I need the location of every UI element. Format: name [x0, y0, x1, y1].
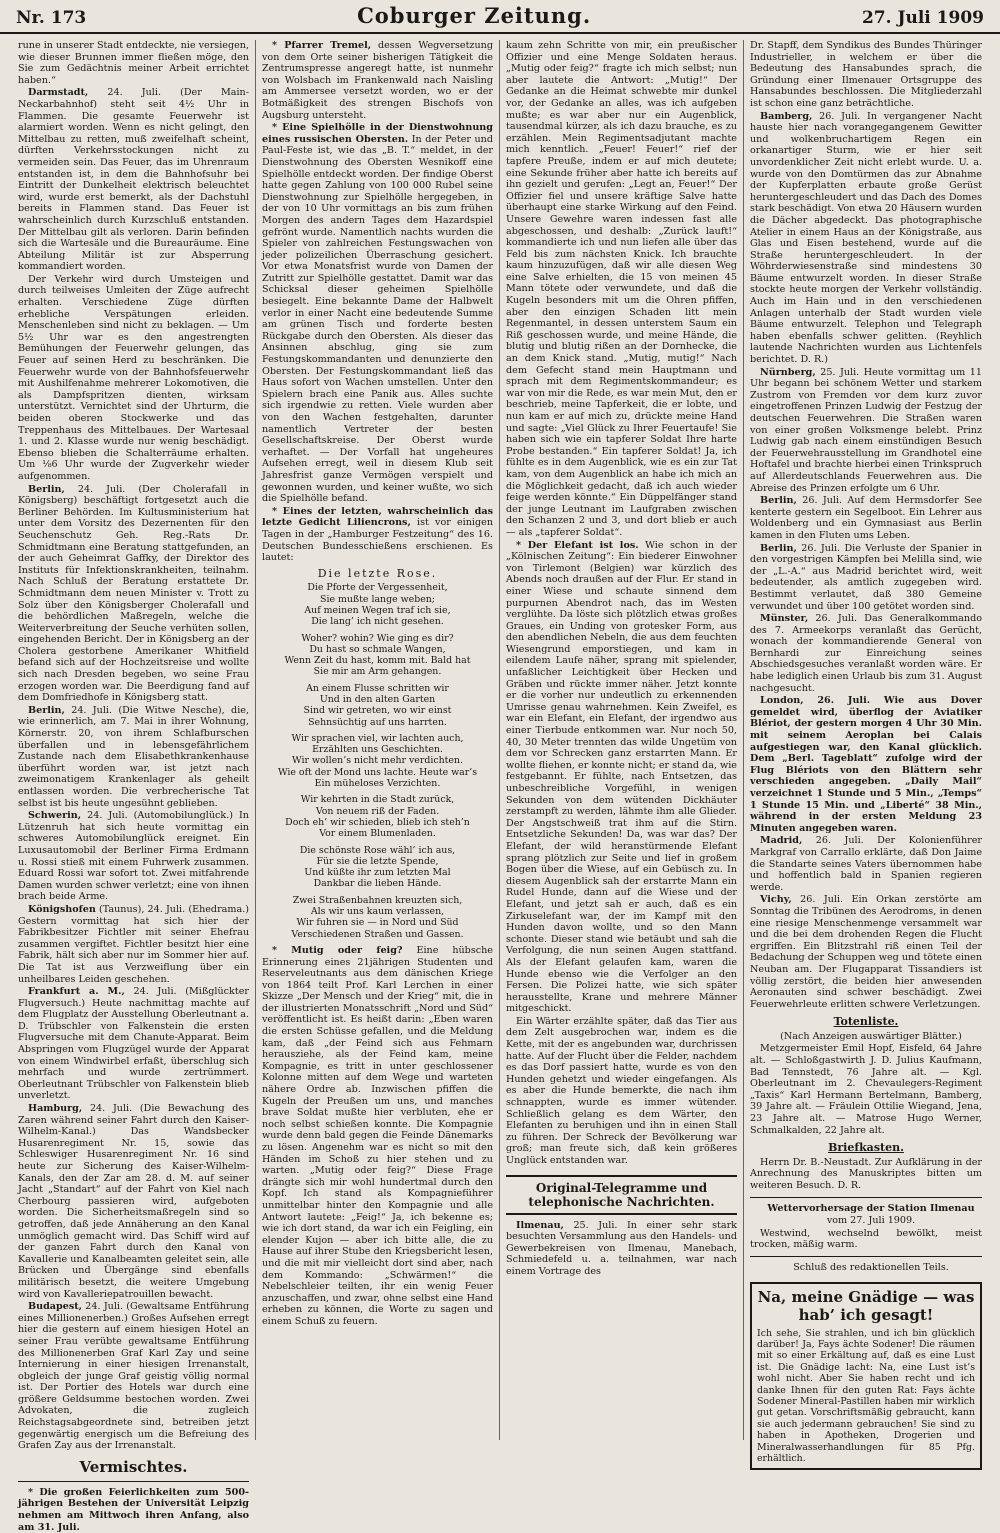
article-headline: * Eine Spielhölle in der Dienstwohnung eines russischen Obersten.	[262, 122, 493, 145]
article-text: 25. Juli. Heute vormittag um 11 Uhr begann bei schönem Wetter und starkem Zustrom von Fremden vor dem kurz zuvor eingetroffenen Prinzen Ludwig der Festzug der deutschen Feuerwehren. Die Straßen waren von einer großen Volksmenge belebt. Prinz Ludwig gab nach einem einstündigen Besuch der Feuerwehrausstellung im Grandhotel eine Hoftafel und brachte hierbei einen Trinkspruch auf Allerdeutschlands Feuerwehren aus. Die Abreise des Prinzen erfolgte um 6 Uhr.	[750, 366, 982, 494]
article-dateline: Königshofen	[28, 903, 96, 915]
issue-date: 27. Juli 1909	[861, 8, 984, 28]
section-heading-telegramme: Original-Telegramme und telephonische Nachrichten.	[506, 1175, 737, 1215]
poem-stanza: Wir kehrten in die Stadt zurück, Von neuem riß der Faden. Doch eh’ wir schieden, blieb ich steh’n Vor einem Blumenladen.	[285, 794, 470, 840]
article-tremel	[262, 40, 493, 121]
poem	[262, 582, 493, 940]
totenliste-subtitle: (Nach Anzeigen auswärtiger Blätter.)	[780, 1030, 962, 1042]
section-heading-vermischtes: Vermischtes.	[79, 1457, 188, 1476]
article-dateline: Berlin,	[760, 495, 797, 507]
article-text: dessen Wegversetzung von dem Orte seiner bisherigen Tätigkeit die Zentrumspresse angeregt hatte, ist nunmehr von Wolsbach im Frankenwald nach Naisling am Ammersee versetzt worden, wo er der Botmäßigkeit des strengen Bischofs von Augsburg untersteht.	[262, 40, 493, 121]
article-berlin-cholera	[18, 484, 249, 704]
article-dateline: Nürnberg,	[760, 366, 816, 378]
poem-stanza: Woher? wohin? Wie ging es dir? Du hast so schmale Wangen, Wenn Zeit du hast, komm mit. Bald hat Sie mir am Arm gehangen.	[284, 632, 471, 678]
end-of-editorial: Schluß des redaktionellen Teils.	[793, 1261, 949, 1273]
article-dateline: Madrid,	[760, 835, 803, 847]
article-dateline: Vichy,	[760, 894, 792, 906]
masthead	[0, 0, 1000, 34]
article-frankfurt	[18, 986, 249, 1102]
article-text: 24. Juli. (Die Witwe Nesche), die, wie erinnerlich, am 7. Mai in ihrer Wohnung, Körnerstr. 20, von ihrem Schlafburschen überfallen und in lebensgefährlichem Zustande nach dem Elisabethkrankenhause überführt worden war, ist jetzt nach zweimonatigem Krankenlager als geheilt entlassen worden. Die verbrecherische Tat selbst ist bis heute ungesühnt geblieben.	[18, 704, 249, 809]
divider	[18, 1481, 249, 1482]
article-text: 26. Juli. Das Generalkommando des 7. Armeekorps veranlaßt das Gerücht, wonach der kommandierende General von Bernhardi zur Einreichung seines Abschiedsgesuches veranlaßt worden wäre. Er habe lediglich einen Urlaub bis zum 31. August nachgesucht.	[750, 613, 982, 694]
weather-text: Westwind, wechselnd bewölkt, meist trocken, mäßig warm.	[750, 1227, 982, 1251]
newspaper-title: Coburger Zeitung.	[357, 3, 592, 28]
briefkasten-text: Herrn Dr. B.-Neustadt. Zur Aufklärung in der Anrechnung des Manuskriptes bitten um weiteren Besuch. D. R.	[750, 1156, 982, 1191]
poem-stanza: Zwei Straßenbahnen kreuzten sich, Als wir uns kaum verlassen, Wir fuhren sie — in Nord und Süd Verschiedenen Straßen und Gassen.	[291, 894, 464, 940]
poem-stanza: Die schönste Rose wähl’ ich aus, Für sie die letzte Spende, Und küßte ihr zum letzten Mal Dankbar die lieben Hände.	[299, 844, 456, 890]
article-elefant	[506, 540, 737, 1015]
article-text: rune in unserer Stadt entdeckte, nie versiegen, wie dieser Brunnen immer fließen möge, den Sie zum Gedächtnis meiner Arbeit errichtet haben.“	[18, 40, 249, 86]
article-text: 24. Juli. (Der Main-Neckarbahnhof) steht seit 4½ Uhr in Flammen. Die gesamte Feuerwehr ist alarmiert worden. Wenn es nicht gelingt, den Mittelbau zu retten, muß zweifelhaft scheint, dürften Verkehrsstockungen nicht zu vermeiden sein. Das Feuer, das im Uhrenraum entstanden ist, in dem die Bahnhofsuhr bei Eintritt der Dunkelheit elektrisch beleuchtet wird, wurde erst bemerkt, als der Dachstuhl bereits in Flammen stand. Das Feuer ist wahrscheinlich durch Kurzschluß entstanden. Der Mittelbau gilt als verloren. Darin befinden sich die Wartesäle und die Bureauräume. Eine Abteilung Militär ist zur Absperrung kommandiert worden.	[18, 87, 249, 273]
article-headline: * Pfarrer Tremel,	[272, 40, 372, 51]
article-dateline: Hamburg,	[28, 1103, 83, 1115]
ad-title: Na, meine Gnädige — was hab’ ich gesagt!	[757, 1287, 975, 1324]
article-dateline: Berlin,	[760, 542, 797, 554]
article-text: Der Verkehr wird durch Umsteigen und durch teilweises Umleiten der Züge aufrecht erhalten. Verschiedene Züge dürften erhebliche Verspätungen erleiden. Menschenleben sind nicht zu beklagen. — Um 5½ Uhr war es den angestrengten Bemühungen der Feuerwehr gelungen, das Feuer auf seinen Herd zu beschränken. Die Feuerwehr wurde von der Bahnhofsfeuerwehr mit Aushilfenahme mehrerer Lokomotiven, die als Dampfspritzen dienten, wirksam unterstützt. Vernichtet sind der Uhrturm, die beiden oberen Stockwerke und das Treppenhaus des Mittelbaues. Der Wartesaal 1. und 2. Klasse wurde nur wenig beschädigt. Ebenso blieben die Schalterräume erhalten. Um ⅛6 Uhr wurde der Zugverkehr wieder aufgenommen.	[18, 273, 249, 482]
poem-stanza: Die Pforte der Vergessenheit, Sie mußte lange weben; Auf meinen Wegen traf ich sie, Die lang’ ich nicht gesehen.	[304, 582, 451, 628]
article-text: 26. Juli. Auf dem Hermsdorfer See kenterte gestern ein Segelboot. Ein Lehrer aus Woldenberg und ein Gymnasiast aus Berlin kamen in den Fluten ums Leben.	[750, 495, 982, 541]
article-headline: * Der Elefant ist los.	[516, 539, 639, 551]
ad-text: Ich sehe, Sie strahlen, und ich bin glücklich darüber! Ja, Fays ächte Sodener! Die räumen mit so einer Erkältung auf, daß es eine Lust ist. Die Gnädige lacht: Na, eine Lust ist’s wohl nicht. Aber Sie haben recht und ich danke Ihnen für den guten Rat: Fays ächte Sodener Mineral-Pastillen haben mir wirklich gut getan. Vorschriftsmäßig gebraucht, kann sie auch jedermann gebrauchen! Sie sind zu haben in Apotheken, Drogerien und Mineralwasserhandlungen für 85 Pfg. erhältlich.	[757, 1327, 975, 1465]
article-dateline: Berlin,	[28, 704, 65, 716]
poem-title: Die letzte Rose.	[317, 566, 438, 580]
article-text: 26. Juli. Die Verluste der Spanier in den vorgestrigen Kämpfen bei Melilla sind, wie der „L.-A.“ aus Madrid berichtet wird, weit bedeutender, als amtlich zugegeben wird. Bestimmt verlautet, daß 380 Gemeine verwundet und über 100 getötet worden sind.	[750, 542, 982, 612]
article-dateline: Frankfurt a. M.,	[28, 986, 125, 998]
article-schwerin	[18, 810, 249, 903]
poem-stanza: An einem Flusse schritten wir Und in den alten Garten Sind wir getreten, wo wir einst Sehnsüchtig auf uns harrten.	[303, 682, 452, 728]
article-spielhoelle	[262, 122, 493, 505]
weather-heading: Wettervorhersage der Station Ilmenau	[767, 1202, 975, 1214]
totenliste-text: Metzgermeister Emil Hopf, Eisfeld, 64 Jahre alt. — Schloßgastwirth J. D. Julius Kaufmann, Bad Tennstedt, 76 Jahre alt. — Kgl. Oberleutnant im 2. Chevaulegers-Regiment „Taxis“ Karl Hermann Bertelmann, Bamberg, 39 Jahre alt. — Fräulein Ottilie Wiegand, Jena, 23 Jahre alt. — Matrose Hugo Werner, Schmalkalden, 22 Jahre alt.	[750, 1043, 982, 1136]
article-mutig-oder-feig	[262, 945, 493, 1328]
poem-stanza: Wir sprachen viel, wir lachten auch, Erzählten uns Geschichten. Wir wollen’s nicht mehr verdichten. Wie oft der Mond uns lachte. Heute war’s Ein müheloses Verzichten.	[277, 732, 478, 790]
article-bamberg	[750, 111, 982, 366]
article-berlin-witwe	[18, 705, 249, 809]
article-text: 26. Juli. Der Kolonienführer Markgraf von Carrallo erklärte, daß Don Jaime die Standarte seines Vaters übernommen habe und hoffentlich bald in Spanien regieren werde.	[750, 835, 982, 893]
article-ilmenau	[506, 1220, 737, 1278]
article-text: 25. Juli. In einer sehr stark besuchten Versammlung aus den Handels- und Gewerbekreisen von Ilmenau, Manebach, Schmiedefeld u. a. teilnahmen, war nach einem Vortrage des	[506, 1219, 737, 1277]
article-text: 24. Juli. (Mißglückter Flugversuch.) Heute nachmittag machte auf dem Flugplatz der Ausstellung Oberleutnant a. D. Trübschler von Falkenstein die ersten Flugversuche mit dem Chanute-Apparat. Beim Abspringen vom Flugzügel wurde der Apparat von einem Windwirbel erfaßt, überschlug sich mehrfach und wurde zertrümmert. Oberleutnant Trübschler von Falkenstein blieb unverletzt.	[18, 986, 249, 1102]
article-muenster	[750, 613, 982, 694]
advertisement-sodener	[750, 1282, 982, 1471]
article-liliencron	[262, 506, 493, 564]
article-london-bleriot: London, 26. Juli. Wie aus Dover gemeldet wird, überflog der Aviatiker Blériot, der gestern morgen 4 Uhr 30 Min. mit seinem Aeroplan bei Calais aufgestiegen war, den Kanal glücklich. Dem „Berl. Tageblatt“ zufolge wird der Flug Blériots von den Blättern sehr verschieden angegeben. „Daily Mail“ verzeichnet 1 Stunde und 5 Min., „Temps“ 1 Stunde 15 Min. und „Liberté“ 38 Min., während in der ersten Meldung 23 Minuten angegeben waren.	[750, 695, 982, 834]
article-vichy	[750, 894, 982, 1010]
article-dateline: Budapest,	[28, 1301, 82, 1313]
article-nuernberg	[750, 367, 982, 495]
article-text: In der Peter und Paul-Feste ist, wie das „B. T.“ meldet, in der Dienstwohnung des Obersten Wesnikoff eine Spielhölle entdeckt worden. Der findige Oberst hatte gegen Zahlung von 100 000 Rubel seine Dienstwohnung zur Spielhölle hergegeben, in der von 10 Uhr vormittags an bis zum frühen Morgen des andern Tages dem Hazardspiel gefrönt wurde. Namentlich nachts wurden die Spieler von zahlreichen Festungswachen von jeder polizeilichen Überraschung gesichert. Vor etwa Monatsfrist wurde von Damen der Zutritt zur Spielhölle gestattet. Damit war das Schicksal dieser geheimen Spielhölle besiegelt. Eine bekannte Dame der Halbwelt verlor in einer Nacht eine bedeutende Summe am grünen Tisch und forderte besten Rückgabe durch den Obersten. Als dieser das Ansinnen abschlug, ging sie zum Festungskommandanten und denunzierte den Obersten. Der Festungskommandant ließ das Haus sofort von Wachen umstellen. Unter den Spielern brach eine Panik aus. Alles suchte sich irgendwie zu retten. Viele wurden aber von den Wachen festgehalten, darunter namentlich Vertreter der besten Gesellschaftskreise. Der Oberst wurde verhaftet. — Der Vorfall hat ungeheures Aufsehen erregt, weil in diesem Klub seit Jahresfrist ganze Vermögen verspielt und gewonnen wurden, und keiner wußte, wo sich die Spielhölle befand.	[262, 133, 493, 505]
article-text: 24. Juli. (Die Bewachung des Zaren während seiner Fahrt durch den Kaiser-Wilhelm-Kanal.) Das Wandsbecker Husarenregiment Nr. 15, sowie das Schleswiger Husarenregiment Nr. 16 sind heute zur Sicherung des Kaiser-Wilhelm-Kanals, den der Zar am 28. d. M. auf seiner Jacht „Standart“ auf der Fahrt von Kiel nach Cherbourg passieren wird, aufgeboten worden. Die Sicherheitsmaßregeln sind so getroffen, daß jede Annäherung an den Kanal unmöglich gemacht wird. Das Schiff wird auf der ganzen Fahrt durch den Kanal von Kavallerie und Kanalbeamten geleitet sein, alle Brücken und Übergänge sind ebenfalls militärisch besetzt, die weitere Umgebung wird von Kavalleriepatrouillen bewacht.	[18, 1103, 249, 1300]
article-text: 26. Juli. Ein Orkan zerstörte am Sonntag die Tribünen des Aerodroms, in denen eine riesige Menschenmenge versammelt war und die bei dem drohenden Regen die Flucht ergriffen. Ein Blitzstrahl riß einen Teil der Bedachung der Schuppen weg und tötete einen Neuban am. Der Flugapparat Tissandiers ist völlig zerstört, die beiden hier anwesenden Aeronauten sind schwer beschädigt. Zwei Feuerwehrleute erlitten schwere Verletzungen.	[750, 894, 982, 1010]
column-3	[500, 40, 744, 1440]
article-text: (Taunus), 24. Juli. (Ehedrama.) Gestern vormittag hat sich hier der Fabrikbesitzer Fichtler mit seiner Ehefrau zusammen vergiftet. Fichtler besitzt hier eine Fabrik, hält sich aber nur im Sommer hier auf. Die Tat ist aus Verzweiflung über ein unheilbares Leiden geschehen.	[18, 903, 249, 985]
article-headline: * Eines der letzten, wahrscheinlich das letzte Gedicht Liliencrons,	[262, 505, 493, 529]
section-heading-totenliste: Totenliste.	[833, 1015, 899, 1029]
article-dateline: Berlin,	[28, 483, 65, 495]
column-1	[12, 40, 256, 1533]
article-headline: * Mutig oder feig?	[272, 944, 403, 956]
column-4	[744, 40, 988, 1465]
article-text: 24. Juli. (Gewaltsame Entführung eines Millionenerben.) Großes Aufsehen erregt hier die gestern auf einem hiesigen Hotel an seiner Frau verübte gewaltsame Entführung des Millionenerben Graf Karl Zay und seine Internierung in einer hiesigen Irrenanstalt, obgleich der junge Graf geistig völlig normal ist. Der Portier des Hotels war durch eine größere Geldsumme bestochen worden. Zwei Advokaten, die zugleich Reichstagsabgeordnete sind, betreiben jetzt gegenwärtig energisch um die Befreiung des Grafen Zay aus der Irrenanstalt.	[18, 1301, 249, 1452]
article-dateline: Ilmenau,	[516, 1219, 564, 1231]
article-text: 24. Juli. (Der Cholerafall in Königsberg) beschäftigt fortgesetzt auch die Berliner Behörden. Im Kultusministerium hat unter dem Vorsitz des Dezernenten für den Seuchenschutz Geh. Reg.-Rats Dr. Schmidtmann eine Beratung stattgefunden, an der auch Geheimrat Gaffky, der Direktor des Instituts für Infektionskrankheiten, teilnahm. Nach Schluß der Beratung erstattete Dr. Schmidtmann dem neuen Minister v. Trott zu Solz über den Königsberger Cholerafall und die behördlichen Maßregeln, welche die Weiterverbreitung der Seuche verhüten sollen, eingehenden Bericht. Der in Königsberg an der Cholera gestorbene Amerikaner Whitfield befand sich auf der Hochzeitsreise und wollte sich nach Dresden begeben, wo seine Frau erzogen worden war. Die Beerdigung fand auf dem Domfriedhofe in Königsberg statt.	[18, 483, 249, 704]
issue-number: Nr. 173	[16, 8, 87, 28]
article-text: Eine hübsche Erinnerung eines 21jährigen Studenten und Reserveleutnants aus dem dänischen Kriege von 1864 teilt Prof. Karl Lerchen in einer Skizze „Der Mensch und der Krieg“ mit, die in der illustrierten Monatsschrift „Nord und Süd“ veröffentlicht ist. Es heißt darin: „Eben waren die ersten Schüsse gefallen, und die Meldung kam, daß „der Feind sich aus Fehmarn herausziehe, als der Feind kam, meine Kompagnie, es tritt in unter geschlossener Kolonne mitten auf dem Wege und warteten nähere Ordre ab. Inzwischen pfiffen die Kugeln der Preußen um uns, und manches brave Soldat mußte hier verbluten, ehe er noch selbst schießen konnte. Die Kompagnie wurde denn bald gegen die Feinde Dänemarks zu lösen. Angenehm war es nicht so mit den Händen im Schoß zu hier stehen und zu warten. „Mutig oder feig?“ Diese Frage drängte sich mir wohl hundertmal durch den Kopf. Ich stand als Kompagnieführer unmittelbar hinter den Kompagnie und alle Antwort lautete: „Feig!“ Ja, ich bekenne es; wie ich dort stand, da war ich ein Feigling, ein elender Kujon — aber ich bitte alle, die zu Hause auf ihrer Stube den Kriegsbericht lesen, und die mit mir vielleicht dort sind aber, nach dem Kommando: „Schwärmen!“ die Nebelschleier teilten, ihr ein wenig Feuer anzuschaffen, und zwar, ohne selbst eine Hand erheben zu können, die Worte zu sagen und einem Schuß zu feuern.	[262, 944, 493, 1327]
article-darmstadt	[18, 87, 249, 273]
article-madrid	[750, 835, 982, 893]
article-dateline: Bamberg,	[760, 110, 813, 122]
article-text: Ein Wärter erzählte später, daß das Tier aus dem Zelt ausgebrochen war, indem es die Kette, mit der es angebunden war, durchrissen hatte. Auf der Flucht über die Felder, nachdem es das Dorf passiert hatte, wurde es von den Hunden gehetzt und wieder eingefangen. Als es aber die Hunde bemerkte, die nach ihm schnappten, wurde es immer wütender. Schließlich gelang es dem Wärter, den Elefanten zu beruhigen und ihn in einen Stall zu führen. Der Schreck der Bevölkerung war groß; man freute sich, daß kein größeres Unglück entstanden war.	[506, 1015, 737, 1166]
article-text: ist vor einigen Tagen in der „Hamburger Festzeitung“ des 16. Deutschen Bundesschießens erschienen. Es lautet:	[262, 517, 493, 564]
article-leipzig: * Die großen Feierlichkeiten zum 500-jährigen Bestehen der Universität Leipzig nehmen am Mittwoch ihren Anfang, also am 31. Juli.	[18, 1486, 249, 1533]
article-text: kaum zehn Schritte von mir, ein preußischer Offizier und eine Menge Soldaten heraus. „Mutig oder feig?“ fragte ich mich selbst; nun aber lautete die Antwort: „Mutig!“ Der Gedanke an die Heimat schwebte mir dunkel vor, der Gedanke an alles, was ich aufgeben mußte; es war aber nur ein Augenblick, tausendmal kürzer, als ich dazu brauche, es zu erzählen. Mein Regimentsadjutant machte mich kenntlich. „Feuer! Feuer!“ rief der tapfere Preuße, indem er auf mich deutete; eine Sekunde früher aber hatte ich bereits auf ihn gezielt und gerufen: „Legt an, Feuer!“ Der Offizier fiel und unsere kräftige Salve hatte überhaupt eine starke Wirkung auf den Feind. Unsere Gewehre waren indessen fast alle abgeschossen, und deshalb: „Zurück lauft!“ kommandierte ich und nun liefen alle über das Feld bis zum nächsten Knick. Ich brauchte kaum hinzuzufügen, daß wir alle diesen Weg eine Salve erhielten, die 15 von meinen 45 Mann tötete oder verwundete, und daß die Kugeln besonders mit um die Ohren pfiffen, aber den einzigen Schaden litt mein Regenmantel, in dessen unterstem Saum ein Riß geschossen wurde, und meine Hände, die blutig und blutig rißen an der Dornhecke, die an dem Knick stand. „Mutig, mutig!“ Nach dem Gefecht stand mein Hauptmann und sprach mit dem Regimentskommandeur; es war von mir die Rede, es war mein Mut, den er beschrieb, meine Tapferkeit, die er lobte, und nun kam er auf mich zu, drückte meine Hand und sagte: „Viel Glück zu Ihrer Feuertaufe! Sie haben sich wie ein tapferer Soldat Ihre harte Probe bestanden.“ Ein tapferer Soldat! Ja, ich fühlte es in dem Augenblick, wie es ein zur Tat kam, von dem Augenblick an habe ich mich an die Möglichkeit gedacht, daß ich auch wieder feige werden könnte.“ Ein Düppelfänger stand der junge Leutnant im Laufgraben zwischen den Schanzen 2 und 3, und dort blieb er auch — als „tapferer Soldat“.	[506, 40, 737, 538]
article-text: Wie schon in der „Kölnischen Zeitung“: Ein biederer Einwohner von Tirlemont (Belgien) war kürzlich des Abends noch draußen auf der Flur. Er stand in einer Wiese und schaute sinnend dem purpurnen Abendrot nach, das im Westen verglühte. Da löste sich plötzlich etwas großes Graues, ein Unding von grotesker Form, aus den abendlichen Nebeln, die aus dem feuchten Wiesengrund emporstiegen, und kam in eilendem Laufe näher, sprang mit spielender, unfaßlicher Leichtigkeit über Hecken und Gräben und rückte immer näher. Jetzt konnte er die vorher nur undeutlich zu erkennenden Umrisse genau wahrnehmen. Kein Zweifel, es war ein Elefant, ein Elefant, der irgendwo aus einer Tierbude entkommen war. Nur noch 50, 40, 30 Meter trennten das wilde Ungetüm von dem vor Schrecken ganz erstarrten Mann. Er wollte fliehen, er konnte nicht; er stand da, wie festgebannt. Er fühlte, nach Entsetzen, das unbeschreibliche Vorgefühl, in wenigen Sekunden von dem wütenden Dickhäuter zerstampft zu werden, lähmte ihm alle Glieder. Der Angstschweiß trat ihm auf die Stirn. Entsetzliche Sekunden! Da, was war das? Der Elefant, der wild heranstürmende Elefant sprang plötzlich zur Seite und lief in großem Bogen über die Wiese, auf ein Gebüsch zu. In diesem Augenblick sah der erstarrte Mann ein Rudel Hunde, dann auf die Wiese und der Elefant, und jetzt sah er auch, daß es ein Zirkuselefant war, der im Kampf mit den Hunden davon wollte, und so den Mann schonte. Dieser stand wie betäubt und sah die Verfolgung, die nun seinen Augen stattfand. Als der Elefant gelaufen kam, waren die Hunde ebenso wie die Verfolger an den Fersen. Die Polizei hatte, wie sich später herausstellte, Krane und mehrere Männer mitgeschickt.	[506, 539, 737, 1015]
article-budapest	[18, 1301, 249, 1452]
article-hamburg	[18, 1103, 249, 1300]
divider	[750, 1256, 982, 1257]
article-dateline: Darmstadt,	[28, 87, 89, 99]
columns	[12, 40, 988, 1533]
column-2	[256, 40, 500, 1440]
article-dateline: Schwerin,	[28, 810, 82, 822]
weather-date: vom 27. Juli 1909.	[826, 1215, 916, 1227]
article-text: Dr. Stapff, dem Syndikus des Bundes Thüringer Industrieller, in welchem er über die Bedeutung des Hansabundes sprach, die Gründung einer Ilmenauer Ortsgruppe des Hansabundes beschlossen. Die Mitgliederzahl ist schon eine ganz beträchtliche.	[750, 40, 982, 109]
divider	[750, 1197, 982, 1198]
article-text: 26. Juli. In vergangener Nacht hauste hier nach vorangegangenem Gewitter und wolkenbruchartigem Regen ein orkanartiger Sturm, wie er hier seit unvordenklicher Zeit nicht erlebt wurde. U. a. wurde von den Domtürmen das zur Abnahme der Kupferplatten erbaute große Gerüst heruntergeschleudert und das Dach des Domes stark beschädigt. Von etwa 20 Häusern wurden die Dächer abgedeckt. Das photographische Atelier in einem Haus an der Königstraße, aus Glas und Eisen bestehend, wurde auf die Straße heruntergeschleudert. In der Wöhrderwiesenstraße sind mindestens 30 Bäume entwurzelt worden. In dieser Straße stockte heute morgen der Verkehr vollständig. Auch im Hain und in den verschiedenen Anlagen unterhalb der Stadt wurden viele Bäume entwurzelt. Telephon und Telegraph haben ebenfalls schwer gelitten. (Reyhlich lautende Nachrichten wurden aus Lichtenfels berichtet. D. R.)	[750, 110, 982, 366]
article-berlin-spanier	[750, 543, 982, 613]
section-heading-briefkasten: Briefkasten.	[828, 1141, 904, 1155]
article-dateline: Münster,	[760, 613, 809, 625]
article-berlin-segelboot	[750, 495, 982, 541]
article-text: 24. Juli. (Automobilunglück.) In Lützenruh hat sich heute vormittag ein schweres Automobilunglück ereignet. Ein Luxusautomobil der Berliner Firma Erdmann u. Rossi stieß mit einem Fuhrwerk zusammen. Eduard Rossi war sofort tot. Zwei mitfahrende Damen wurden schwer verletzt; eine von ihnen brach beide Arme.	[18, 810, 249, 903]
article-koenigshofen	[18, 904, 249, 985]
